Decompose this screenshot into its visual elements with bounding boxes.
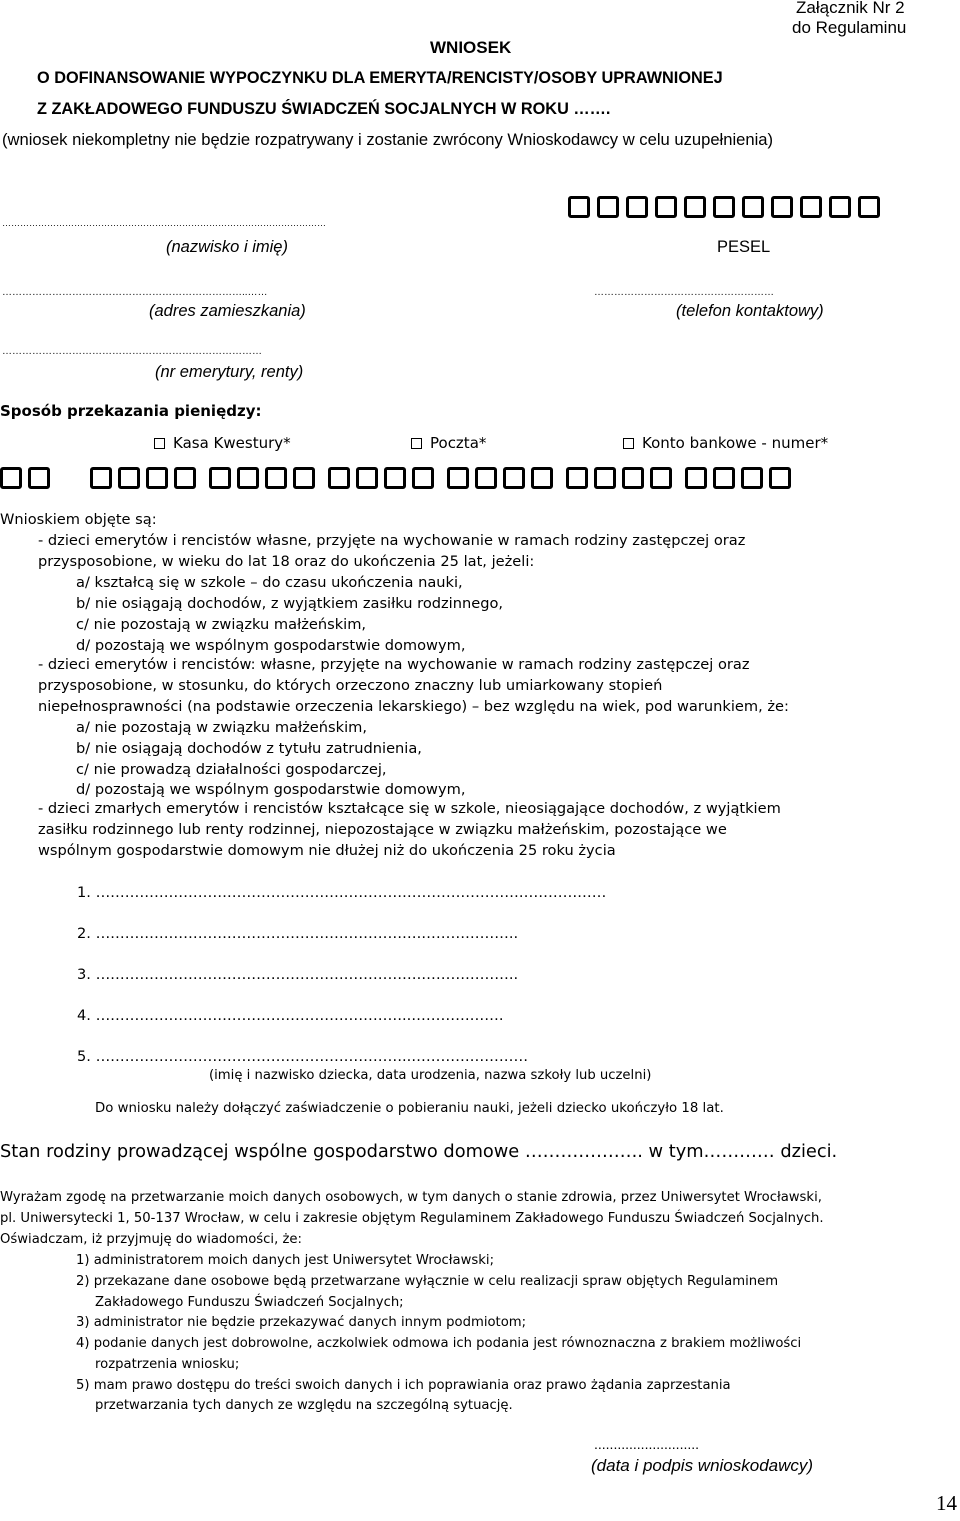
- account-digit-box[interactable]: [412, 467, 434, 489]
- pesel-boxes[interactable]: [568, 196, 880, 218]
- eligibility-line: d/ pozostają we wspólnym gospodarstwie domowym,: [76, 781, 466, 798]
- family-size-line[interactable]: Stan rodziny prowadzącej wspólne gospodarstwo domowe ……………….. w tym………… dzieci.: [0, 1141, 838, 1162]
- checkbox-icon[interactable]: [623, 438, 634, 449]
- consent-item: 3) administrator nie będzie przekazywać danych innym podmiotom;: [76, 1315, 527, 1330]
- eligibility-intro: Wnioskiem objęte są:: [0, 511, 157, 528]
- account-digit-box[interactable]: [741, 467, 763, 489]
- account-digit-box[interactable]: [503, 467, 525, 489]
- account-digit-box[interactable]: [769, 467, 791, 489]
- consent-item: 4) podanie danych jest dobrowolne, aczkolwiek odmowa ich podania jest równoznaczna z brakiem możliwości: [76, 1336, 802, 1351]
- signature-dots[interactable]: ...........................: [594, 1436, 700, 1452]
- pesel-digit-box[interactable]: [771, 196, 793, 218]
- attachment-note: Do wniosku należy dołączyć zaświadczenie o pobieraniu nauki, jeżeli dziecko ukończyło 18 lat.: [95, 1101, 724, 1116]
- phone-field-dots[interactable]: ………………………………………………: [594, 287, 774, 298]
- account-digit-box[interactable]: [531, 467, 553, 489]
- account-digit-box[interactable]: [328, 467, 350, 489]
- account-digit-box[interactable]: [0, 467, 22, 489]
- address-field-label: (adres zamieszkania): [149, 302, 306, 320]
- eligibility-line: b/ nie osiągają dochodów z tytułu zatrudnienia,: [76, 740, 422, 757]
- child-row-1[interactable]: 1. ……………………………………………………………………………………………: [77, 884, 607, 901]
- pesel-digit-box[interactable]: [800, 196, 822, 218]
- children-label: (imię i nazwisko dziecka, data urodzenia, nazwa szkoły lub uczelni): [209, 1068, 652, 1083]
- account-digit-box[interactable]: [174, 467, 196, 489]
- phone-field-label: (telefon kontaktowy): [676, 302, 824, 320]
- account-digit-box[interactable]: [713, 467, 735, 489]
- account-digit-box[interactable]: [384, 467, 406, 489]
- account-digit-box[interactable]: [293, 467, 315, 489]
- consent-item: Zakładowego Funduszu Świadczeń Socjalnych;: [95, 1295, 404, 1310]
- pesel-digit-box[interactable]: [568, 196, 590, 218]
- consent-item: 5) mam prawo dostępu do treści swoich danych i ich poprawiania oraz prawo żądania zaprzestania: [76, 1378, 731, 1393]
- form-subtitle-1: O DOFINANSOWANIE WYPOCZYNKU DLA EMERYTA/RENCISTY/OSOBY UPRAWNIONEJ: [37, 69, 723, 87]
- account-digit-box[interactable]: [475, 467, 497, 489]
- pension-field-dots[interactable]: ……………………………………………………………………: [2, 346, 262, 357]
- account-digit-box[interactable]: [146, 467, 168, 489]
- payment-option-cash-label: Kasa Kwestury*: [173, 434, 291, 452]
- pesel-digit-box[interactable]: [684, 196, 706, 218]
- form-subtitle-2: Z ZAKŁADOWEGO FUNDUSZU ŚWIADCZEŃ SOCJALNYCH W ROKU …….: [37, 100, 611, 118]
- bank-account-boxes[interactable]: [0, 467, 791, 489]
- child-row-4[interactable]: 4. ………………………………………………………..……………….: [77, 1007, 504, 1024]
- payment-option-bank[interactable]: [623, 434, 828, 452]
- consent-item: 1) administratorem moich danych jest Uniwersytet Wrocławski;: [76, 1253, 495, 1268]
- eligibility-line: zasiłku rodzinnego lub renty rodzinnej, niepozostające w związku małżeńskim, pozostające we: [38, 821, 727, 838]
- payment-heading: Sposób przekazania pieniędzy:: [0, 402, 262, 420]
- account-digit-box[interactable]: [447, 467, 469, 489]
- consent-line: Wyrażam zgodę na przetwarzanie moich danych osobowych, w tym danych o stanie zdrowia, przez Uniwersytet Wrocławski,: [0, 1190, 822, 1205]
- pesel-digit-box[interactable]: [655, 196, 677, 218]
- consent-line: pl. Uniwersytecki 1, 50-137 Wrocław, w celu i zakresie objętym Regulaminem Zakładowego Funduszu Świadczeń Socjalnych.: [0, 1211, 824, 1226]
- form-note: (wniosek niekompletny nie będzie rozpatrywany i zostanie zwrócony Wnioskodawcy w celu uzupełnienia): [2, 130, 774, 149]
- account-digit-box[interactable]: [356, 467, 378, 489]
- consent-item: przetwarzania tych danych ze względu na szczególną sytuację.: [95, 1398, 513, 1413]
- eligibility-line: - dzieci emerytów i rencistów: własne, przyjęte na wychowanie w ramach rodziny zastępczej oraz: [38, 656, 750, 673]
- child-row-2[interactable]: 2. ………………………………………………………….………………..: [77, 925, 519, 942]
- account-digit-box[interactable]: [209, 467, 231, 489]
- account-digit-box[interactable]: [28, 467, 50, 489]
- payment-option-bank-label: Konto bankowe - numer*: [642, 434, 829, 452]
- checkbox-icon[interactable]: [154, 438, 165, 449]
- signature-label: (data i podpis wnioskodawcy): [591, 1456, 814, 1475]
- pesel-digit-box[interactable]: [858, 196, 880, 218]
- eligibility-line: niepełnosprawności (na podstawie orzeczenia lekarskiego) – bez względu na wiek, pod warunkiem, że:: [38, 698, 789, 715]
- consent-item: 2) przekazane dane osobowe będą przetwarzane wyłącznie w celu realizacji spraw objętych Regulaminem: [76, 1274, 779, 1289]
- eligibility-line: wspólnym gospodarstwie domowym nie dłużej niż do ukończenia 25 roku życia: [38, 842, 616, 859]
- payment-option-post[interactable]: [411, 434, 486, 452]
- account-digit-box[interactable]: [118, 467, 140, 489]
- name-field-dots[interactable]: ………………………………………………………………………………………………: [2, 218, 326, 228]
- eligibility-line: - dzieci emerytów i rencistów własne, przyjęte na wychowanie w ramach rodziny zastępczej oraz: [38, 532, 746, 549]
- checkbox-icon[interactable]: [411, 438, 422, 449]
- account-digit-box[interactable]: [566, 467, 588, 489]
- pesel-label: PESEL: [717, 238, 771, 256]
- eligibility-line: przysposobione, w wieku do lat 18 oraz do ukończenia 25 lat, jeżeli:: [38, 553, 535, 570]
- name-field-label: (nazwisko i imię): [166, 238, 288, 256]
- pesel-digit-box[interactable]: [713, 196, 735, 218]
- child-row-3[interactable]: 3. ………………………………………………………….………………..: [77, 966, 519, 983]
- eligibility-line: c/ nie pozostają w związku małżeńskim,: [76, 616, 367, 633]
- pesel-digit-box[interactable]: [626, 196, 648, 218]
- account-digit-box[interactable]: [265, 467, 287, 489]
- eligibility-line: a/ kształcą się w szkole – do czasu ukończenia nauki,: [76, 574, 463, 591]
- account-digit-box[interactable]: [594, 467, 616, 489]
- account-digit-box[interactable]: [685, 467, 707, 489]
- consent-line: Oświadczam, iż przyjmuję do wiadomości, że:: [0, 1232, 302, 1247]
- eligibility-line: b/ nie osiągają dochodów, z wyjątkiem zasiłku rodzinnego,: [76, 595, 504, 612]
- account-digit-box[interactable]: [90, 467, 112, 489]
- attachment-line-1: Załącznik Nr 2: [796, 0, 905, 17]
- pesel-digit-box[interactable]: [829, 196, 851, 218]
- address-field-dots[interactable]: ………………………………………………………………..……: [2, 287, 268, 298]
- eligibility-line: przysposobione, w stosunku, do których orzeczono znaczny lub umiarkowany stopień: [38, 677, 663, 694]
- pesel-digit-box[interactable]: [742, 196, 764, 218]
- eligibility-line: a/ nie pozostają w związku małżeńskim,: [76, 719, 367, 736]
- child-row-5[interactable]: 5. ………………………………………………………..……………………: [77, 1048, 529, 1065]
- eligibility-line: - dzieci zmarłych emerytów i rencistów kształcące się w szkole, nieosiągające dochodów, z wyjątkiem: [38, 800, 781, 817]
- account-digit-box[interactable]: [622, 467, 644, 489]
- attachment-line-2: do Regulaminu: [792, 18, 907, 37]
- payment-option-cash[interactable]: [154, 434, 291, 452]
- pension-field-label: (nr emerytury, renty): [155, 363, 304, 381]
- form-title: WNIOSEK: [430, 38, 512, 57]
- payment-option-post-label: Poczta*: [430, 434, 487, 452]
- eligibility-line: d/ pozostają we wspólnym gospodarstwie domowym,: [76, 637, 466, 654]
- eligibility-line: c/ nie prowadzą działalności gospodarczej,: [76, 761, 387, 778]
- consent-item: rozpatrzenia wniosku;: [95, 1357, 240, 1372]
- account-digit-box[interactable]: [650, 467, 672, 489]
- account-digit-box[interactable]: [237, 467, 259, 489]
- page-number: 14: [936, 1491, 957, 1515]
- pesel-digit-box[interactable]: [597, 196, 619, 218]
